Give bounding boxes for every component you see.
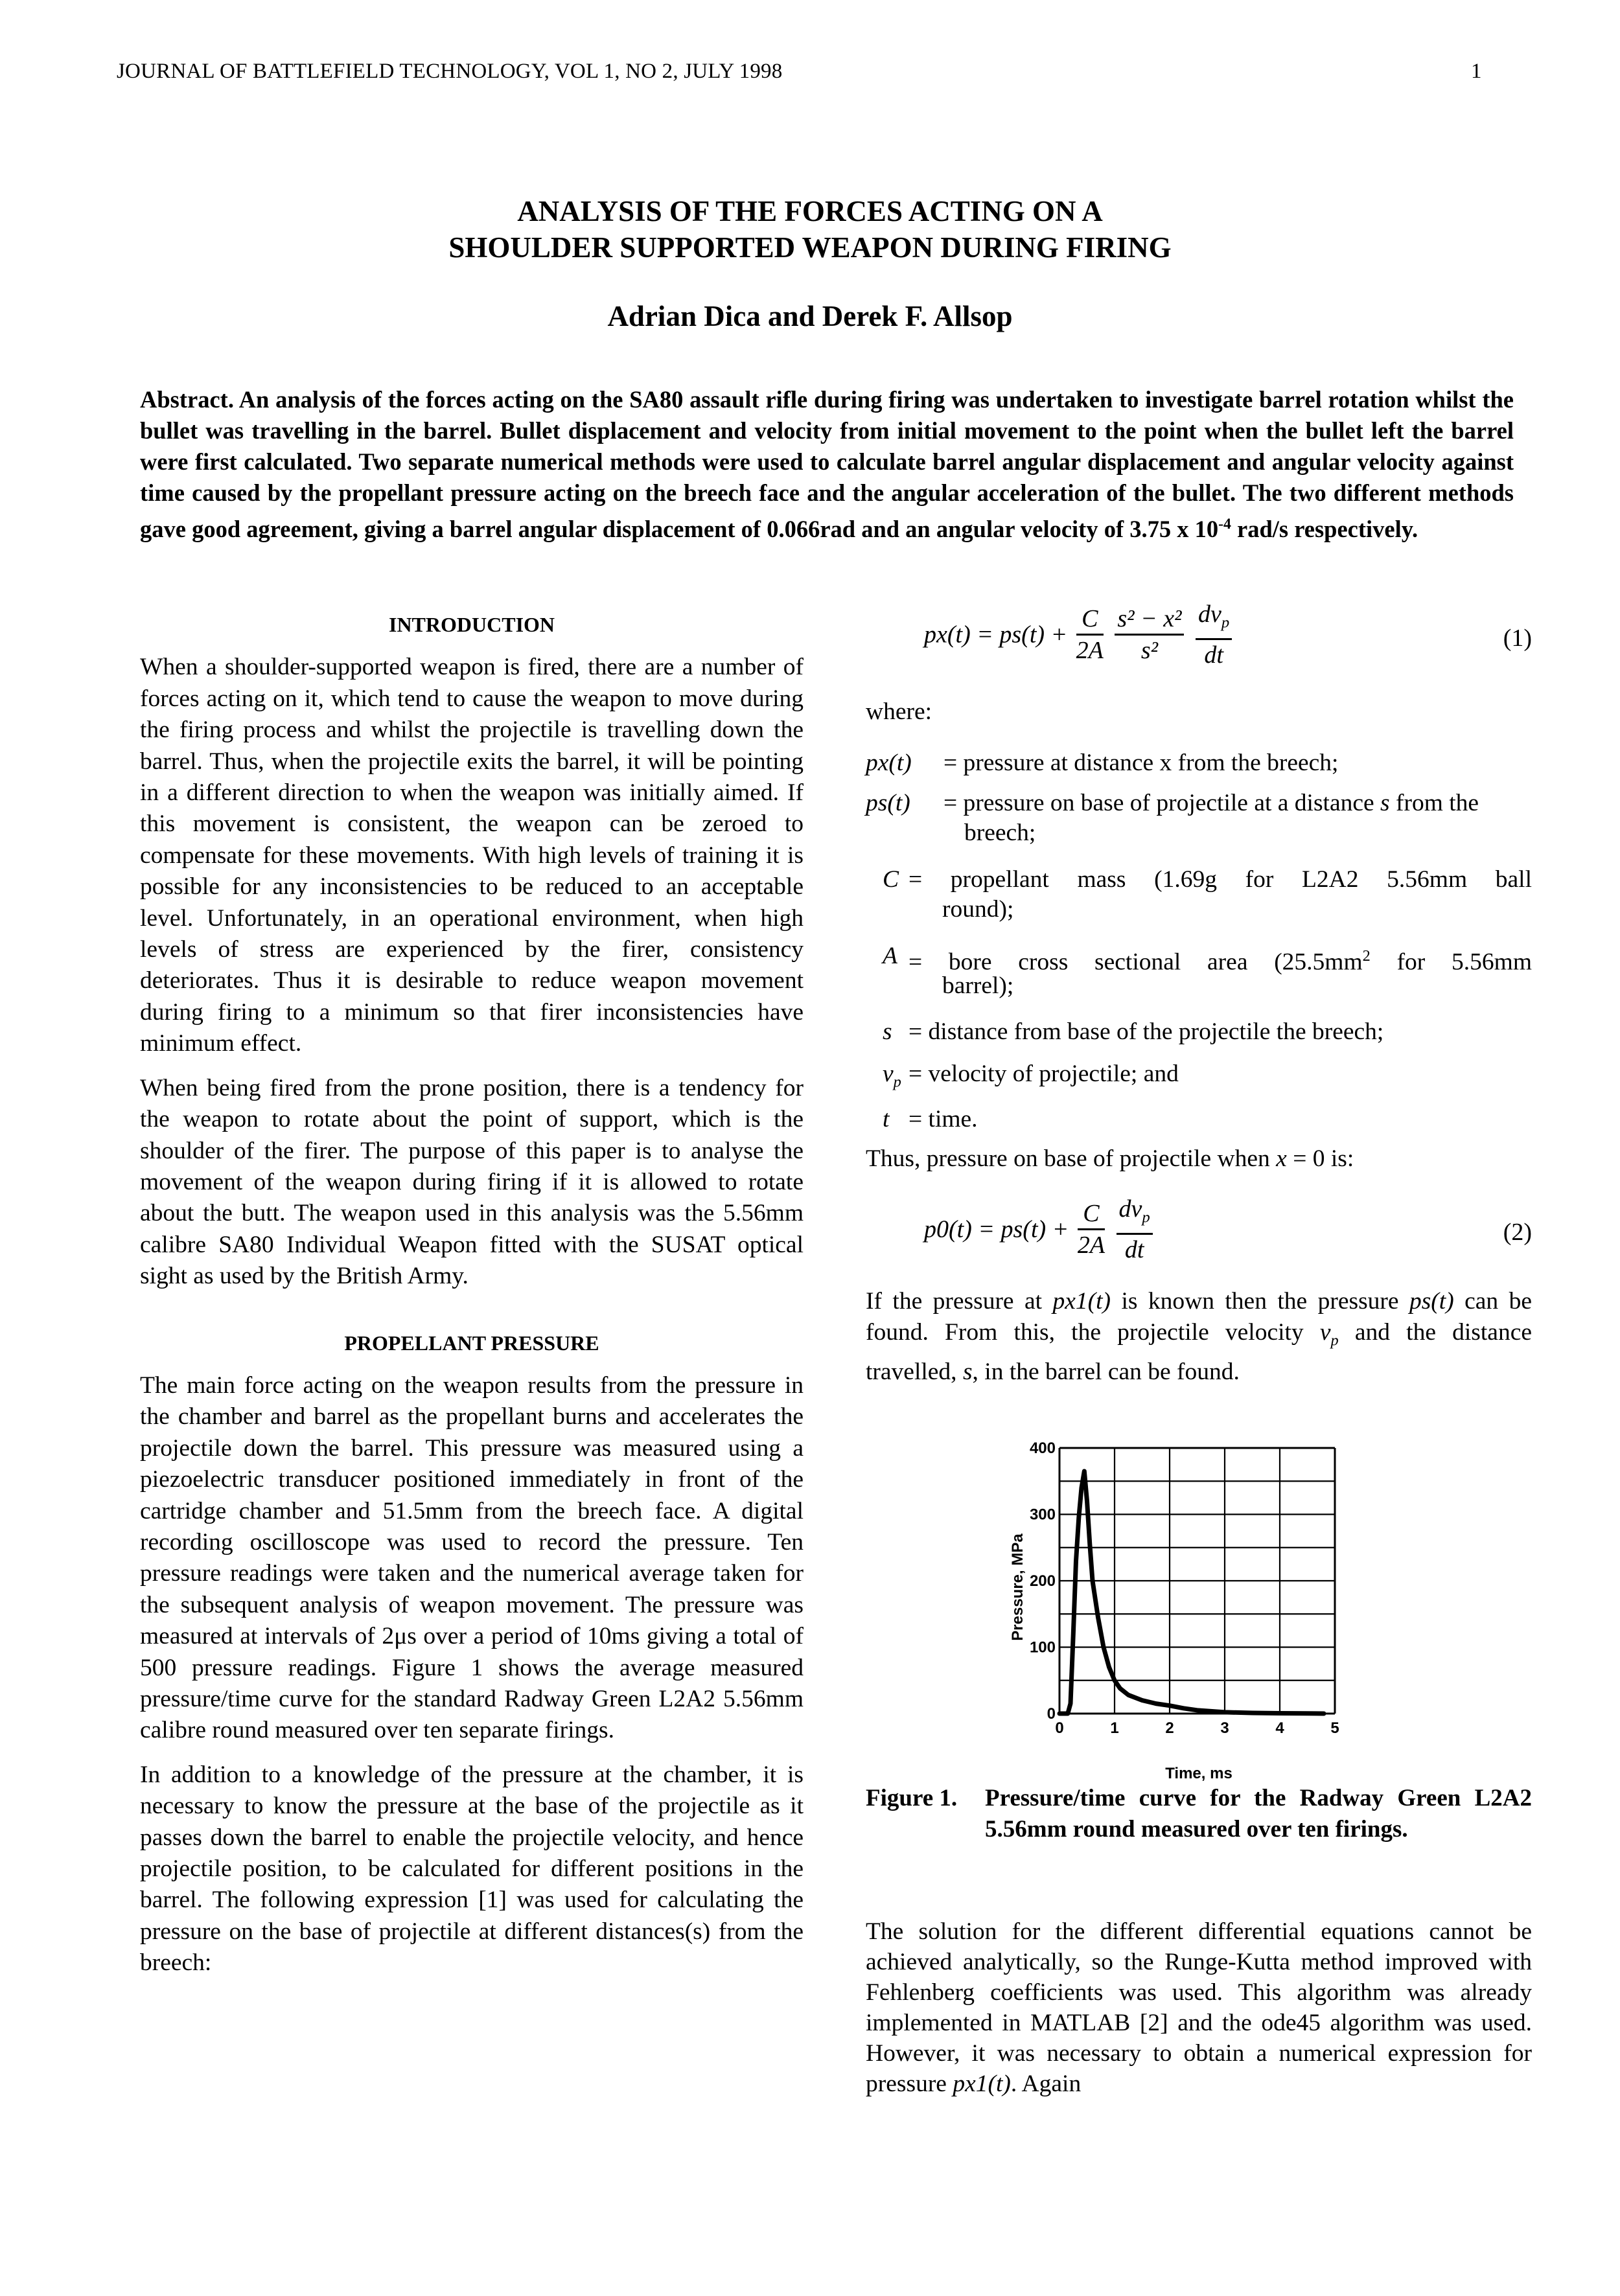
chart-y-tick: 400 — [1029, 1440, 1056, 1457]
page-number: 1 — [1471, 60, 1482, 83]
authors: Adrian Dica and Derek F. Allsop — [607, 300, 1013, 332]
chart-x-tick: 0 — [1055, 1719, 1064, 1737]
eq2-fraction-dvp-dt: $\frac{dv_p}{dt}$ — [1117, 1194, 1153, 1265]
title-line-1: ANALYSIS OF THE FORCES ACTING ON A — [517, 195, 1103, 227]
chart-x-tick: 3 — [1220, 1719, 1229, 1737]
thus-sentence: Thus, pressure on base of projectile when x = 0 is: — [866, 1145, 1354, 1172]
intro-paragraph-1: When a shoulder-supported weapon is fired, there are a number of forces acting on it, which tend to cause the weapon to move during the firing process and whilst the projectile is travelling down the barrel. Thus, when the projectile exits the barrel, it will be pointing in a different direction to when the weapon was initially aimed. If this movement is consistent, the weapon can be zeroed to compensate for these movements. With high levels of training it is possible for any inconsistencies to be reduced to an acceptable level. Unfortunately, in an operational environment, when high levels of stress are experienced by the firer, consistency deteriorates. Thus it is desirable to reduce weapon movement during firing to a minimum so that firer inconsistencies have minimum effect. — [140, 654, 804, 1057]
equation-1-number: (1) — [1503, 625, 1532, 652]
running-head: JOURNAL OF BATTLEFIELD TECHNOLOGY, VOL 1, NO 2, JULY 1998 — [117, 60, 783, 83]
chart-x-tick: 4 — [1275, 1719, 1284, 1737]
abstract-text: Abstract. An analysis of the forces acting on the SA80 assault rifle during firing was undertaken to investigate barrel rotation whilst the bullet was travelling in the barrel. Bullet displacement and velocity from initial movement to the point when the bullet left the barrel were first calculated. Two separate numerical methods were used to calculate barrel angular displacement and angular velocity against time caused by the propellant pressure acting on the breech face and the angular acceleration of the bullet. The two different methods gave good agreement, giving a barrel angular displacement of 0.066rad and an angular velocity of 3.75 x 10 — [140, 386, 1514, 543]
propellant-paragraph-2: In addition to a knowledge of the pressure at the chamber, it is necessary to know the pressure at the base of the projectile as it passes down the barrel to enable the projectile velocity, and hence projectile position, to be calculated for different positions in the barrel. The following expression [1] was used for calculating the pressure on the base of projectile at different distances(s) from the breech: — [140, 1761, 804, 1977]
eq1-fraction-s2-x2: $\frac{\text{s² − x²}}{\text{s²}}$ — [1115, 604, 1184, 665]
abstract-text-end: rad/s respectively. — [1231, 516, 1418, 543]
eq1-fraction-dvp-dt: $\frac{dv_p}{dt}$ — [1196, 599, 1232, 670]
where-label: where: — [866, 698, 932, 725]
eq1-lhs: px(t) = ps(t) + — [924, 621, 1068, 649]
abstract-exponent: -4 — [1218, 516, 1231, 533]
equation-2: p0(t) = ps(t) + $\frac{C}{2A}$ $\frac{dv_p}{dt}$ — [924, 1194, 1155, 1265]
chart-x-tick: 1 — [1110, 1719, 1119, 1737]
chart-y-axis-label: Pressure, MPa — [1009, 1533, 1026, 1641]
intro-paragraph-2: When being fired from the prone position, there is a tendency for the weapon to rotate about the point of support, which is the shoulder of the firer. The purpose of this paper is to analyse the movement of the weapon during firing if it is allowed to rotate about the butt. The weapon used in this analysis was the 5.56mm calibre SA80 Individual Weapon fitted with the SUSAT optical sight as used by the British Army. — [140, 1074, 804, 1290]
final-paragraph: The solution for the different differential equations cannot be achieved analytically, so the Runge-Kutta method improved with Fehlenberg coefficients was used. This algorithm was already implemented in MATLAB [2] and the ode45 algorithm was used. However, it was necessary to obtain a numerical expression for pressure px1(t). Again — [866, 1918, 1532, 2097]
left-column — [140, 609, 804, 1979]
chart-x-tick: 5 — [1330, 1719, 1339, 1737]
chart-x-tick: 2 — [1165, 1719, 1174, 1737]
chart-y-tick: 0 — [1047, 1705, 1056, 1723]
equation-1 — [924, 599, 1234, 670]
chart-pressure-curve — [1059, 1471, 1324, 1714]
figure-caption-text: Pressure/time curve for the Radway Green L2A2 5.56mm round measured over ten firings. — [985, 1785, 1532, 1843]
section-heading-propellant-pressure: PROPELLANT PRESSURE — [344, 1331, 599, 1355]
paper-title — [0, 193, 1620, 266]
pressure-time-chart — [998, 1432, 1374, 1782]
section-heading-introduction: INTRODUCTION — [388, 613, 555, 636]
chart-y-tick: 300 — [1029, 1506, 1056, 1524]
chart-y-tick: 100 — [1029, 1638, 1056, 1657]
right-column: px(t) = ps(t) + $\frac{C}{2A}$ $\frac{\text{s² − x²}}{\text{s²}}$ $\frac{dv_p}{dt}$ (1) where: px(t) = pressure at distance x from the breech; ps(t) = pressure on base of projectile at a distance s from the breech; C = propellant mass (1.69g for L2A2 5.56mm ball round); A = bore cross sectional area ($25.5mm^2$ for 5.56mm barrel); s = distance from base of the projectile the breech; $v_p$ = velocity of projectile; and t = time. Thus, pressure on base of projectile when x = 0 is: p0(t) = ps(t) + $\frac{C}{2A}$ $\frac{dv_p}{dt}$ (2) If the pressure at px1(t) is known then the pressure ps(t) can be found. From this, the projectile velocity $v_p$ and the distance travelled, s, in the barrel can be found. — [866, 599, 1532, 2219]
equation-2-number: (2) — [1503, 1219, 1532, 1246]
propellant-paragraph-1: The main force acting on the weapon results from the pressure in the chamber and barrel as the propellant burns and accelerates the projectile down the barrel. This pressure was measured using a piezoelectric transducer positioned immediately in front of the cartridge chamber and 51.5mm from the breech face. A digital recording oscilloscope was used to record the pressure. Ten pressure readings were taken and the numerical average taken for the subsequent analysis of weapon movement. The pressure was measured at intervals of 2μs over a period of 10ms giving a total of 500 pressure readings. Figure 1 shows the average measured pressure/time curve for the standard Radway Green L2A2 5.56mm calibre round measured over ten separate firings. — [140, 1372, 804, 1744]
figure-label: Figure 1. — [866, 1785, 958, 1811]
paragraph-after-eq2: If the pressure at px1(t) is known then the pressure ps(t) can be found. From this, the projectile velocity $v_p$ and the distance travelled, s, in the barrel can be found. — [866, 1288, 1532, 1385]
chart-grid — [1059, 1448, 1335, 1714]
abstract — [140, 384, 1514, 545]
eq2-fraction-c-2a: $\frac{C}{2A}$ — [1077, 1199, 1105, 1259]
chart-x-axis-label: Time, ms — [1165, 1765, 1232, 1782]
chart-y-tick: 200 — [1029, 1572, 1056, 1590]
chart-x-tick-labels — [1055, 1719, 1339, 1737]
chart-y-tick-labels — [1030, 1440, 1056, 1723]
eq1-fraction-c-2a: $\frac{C}{2A}$ — [1076, 604, 1104, 664]
title-line-2: SHOULDER SUPPORTED WEAPON DURING FIRING — [448, 231, 1172, 264]
